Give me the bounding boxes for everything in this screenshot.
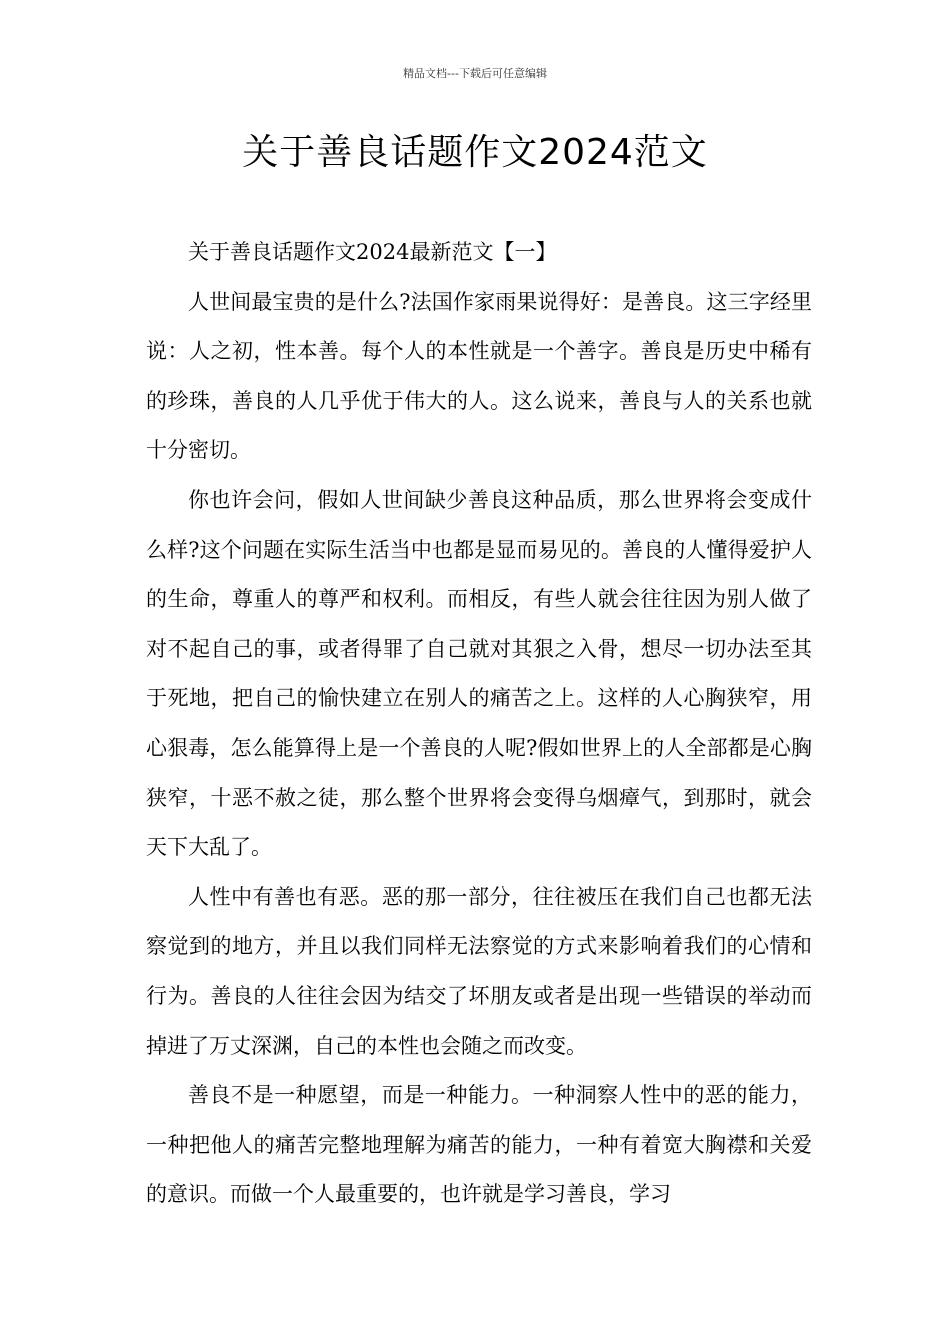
paragraph-2: 你也许会问，假如人世间缺少善良这种品质，那么世界将会变成什么样?这个问题在实际生活当中也都是显而易见的。善良的人懂得爱护人的生命，尊重人的尊严和权利。而相反，有些人就会往往因为别人做了对不起自己的事，或者得罪了自己就对其狠之入骨，想尽一切办法至其于死地，把自己的愉快建立在别人的痛苦之上。这样的人心胸狭窄，用心狠毒，怎么能算得上是一个善良的人呢?假如世界上的人全部都是心胸狭窄，十恶不赦之徒，那么整个世界将会变得乌烟瘴气，到那时，就会天下大乱了。: [146, 487, 812, 860]
page-header: 精品文档---下载后可任意编辑: [403, 67, 547, 80]
section-heading: 关于善良话题作文2024最新范文【一】: [188, 240, 557, 264]
paragraph-4: 善良不是一种愿望，而是一种能力。一种洞察人性中的恶的能力，一种把他人的痛苦完整地理解为痛苦的能力，一种有着宽大胸襟和关爱的意识。而做一个人最重要的，也许就是学习善良，学习: [146, 1083, 812, 1207]
paragraph-1: 人世间最宝贵的是什么?法国作家雨果说得好：是善良。这三字经里说：人之初，性本善。每个人的本性就是一个善字。善良是历史中稀有的珍珠，善良的人几乎优于伟大的人。这么说来，善良与人的关系也就十分密切。: [146, 289, 812, 463]
document-title: 关于善良话题作文2024范文: [242, 132, 708, 173]
document-body: [146, 228, 812, 1220]
paragraph-3: 人性中有善也有恶。恶的那一部分，往往被压在我们自己也都无法察觉到的地方，并且以我们同样无法察觉的方式来影响着我们的心情和行为。善良的人往往会因为结交了坏朋友或者是出现一些错误的举动而掉进了万丈深渊，自己的本性也会随之而改变。: [146, 884, 812, 1058]
